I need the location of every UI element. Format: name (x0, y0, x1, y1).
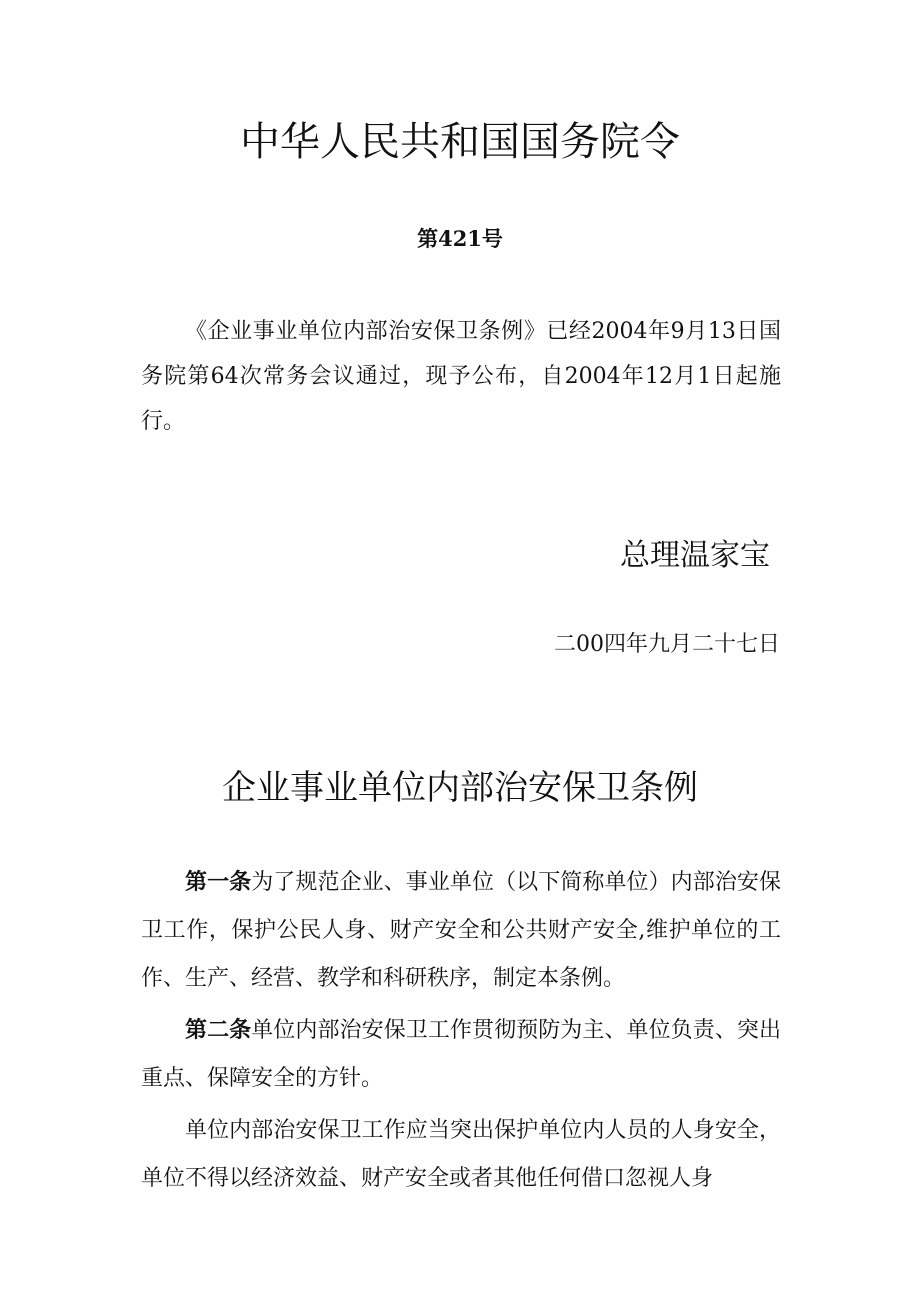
article-label: 第一条 (185, 870, 252, 895)
decree-date: 二00四年九月二十七日 (554, 632, 780, 657)
decree-title: 中华人民共和国国务院令 (240, 119, 680, 165)
article-1 (141, 859, 781, 1003)
decree-body: 《企业事业单位内部治安保卫条例》已经2004年9月13日国务院第64次常务会议通过，现予公布，自2004年12月1日起施行。 (141, 319, 781, 434)
article-text: 为了规范企业、事业单位（以下简称单位）内部治安保卫工作，保护公民人身、财产安全和公共财产安全,维护单位的工作、生产、经营、教学和科研秩序，制定本条例。 (141, 870, 781, 991)
decree-number: 第421号 (417, 226, 503, 251)
article-2 (141, 1007, 781, 1103)
articles-section (141, 859, 781, 1207)
article-text: 单位内部治安保卫工作应当突出保护单位内人员的人身安全，单位不得以经济效益、财产安全或者其他任何借口忽视人身 (141, 1118, 781, 1191)
article-text: 单位内部治安保卫工作贯彻预防为主、单位负责、突出重点、保障安全的方针。 (141, 1018, 781, 1091)
article-label: 第二条 (185, 1018, 252, 1043)
article-2-paragraph-2 (141, 1107, 781, 1203)
signature: 总理温家宝 (620, 538, 770, 573)
regulation-title: 企业事业单位内部治安保卫条例 (222, 768, 698, 808)
